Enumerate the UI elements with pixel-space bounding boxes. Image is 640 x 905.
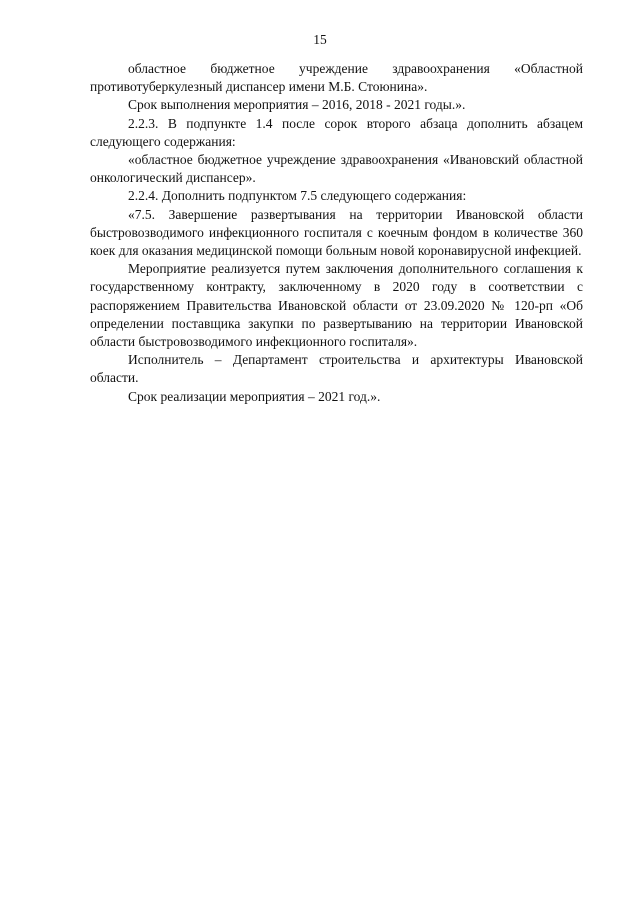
paragraph-3: 2.2.3. В подпункте 1.4 после сорок второго абзаца дополнить абзацем следующего содержания: (90, 115, 583, 149)
paragraph-8: Исполнитель – Департамент строительства и архитектуры Ивановской области. (90, 352, 583, 386)
paragraph-2: Срок выполнения мероприятия – 2016, 2018 - 2021 годы.». (128, 97, 466, 113)
paragraph-1: областное бюджетное учреждение здравоохранения «Областной противотуберкулезный диспансер имени М.Б. Стоюнина». (90, 61, 583, 95)
page-number: 15 (313, 32, 327, 47)
paragraph-6: «7.5. Завершение развертывания на территории Ивановской области быстровозводимого инфекционного госпиталя с коечным фондом в количестве 360 коек для оказания медицинской помощи больным новой коронавирусной инфекцией. (90, 206, 583, 259)
document-body (90, 60, 583, 406)
paragraph-4: «областное бюджетное учреждение здравоохранения «Ивановский областной онкологический диспансер». (90, 152, 583, 186)
paragraph-7: Мероприятие реализуется путем заключения дополнительного соглашения к государственному контракту, заключенному в 2020 году в соответствии с распоряжением Правительства Ивановской области от 23.09.2020 № 120-рп «Об определении поставщика закупки по развертыванию на территории Ивановской области быстровозводимого инфекционного госпиталя». (90, 261, 583, 350)
paragraph-9: Срок реализации мероприятия – 2021 год.». (128, 388, 381, 404)
paragraph-5: 2.2.4. Дополнить подпунктом 7.5 следующего содержания: (128, 188, 467, 204)
